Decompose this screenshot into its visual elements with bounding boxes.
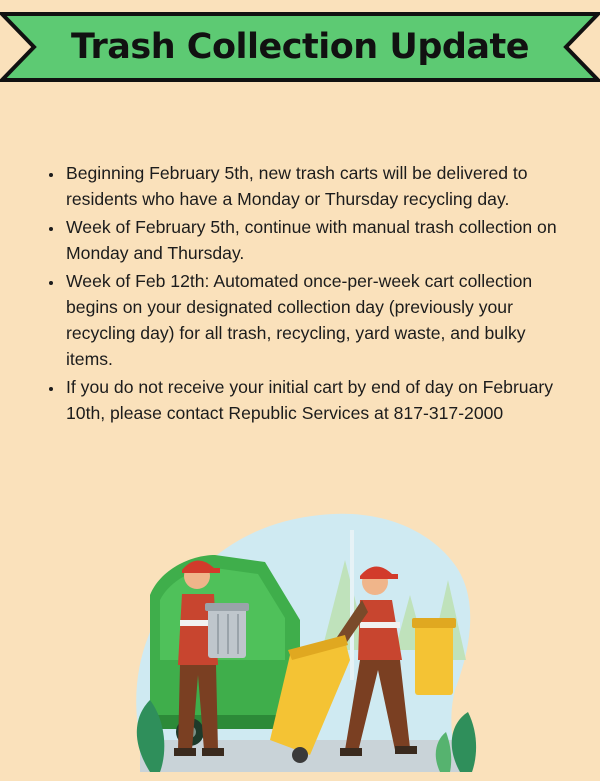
list-item: • Beginning February 5th, new trash carts will be delivered to residents who have a Monday or Thursday recycling day.: [64, 160, 564, 212]
page-title: Trash Collection Update: [70, 27, 530, 67]
sanitation-workers-illustration: [0, 500, 600, 776]
header-banner: [0, 0, 600, 100]
metal-trash-can-icon: [205, 603, 249, 658]
list-item: • Week of February 5th, continue with manual trash collection on Monday and Thursday.: [64, 214, 564, 266]
update-list-section: [44, 160, 564, 428]
update-list: [44, 160, 564, 426]
list-item: • If you do not receive your initial cart by end of day on February 10th, please contact Republic Services at 817-317-2000: [64, 374, 564, 426]
background-trash-cart-icon: [412, 618, 456, 695]
list-item: • Week of Feb 12th: Automated once-per-week cart collection begins on your designated collection day (previously your recycling day) for all trash, recycling, yard waste, and bulky items.: [64, 268, 564, 372]
